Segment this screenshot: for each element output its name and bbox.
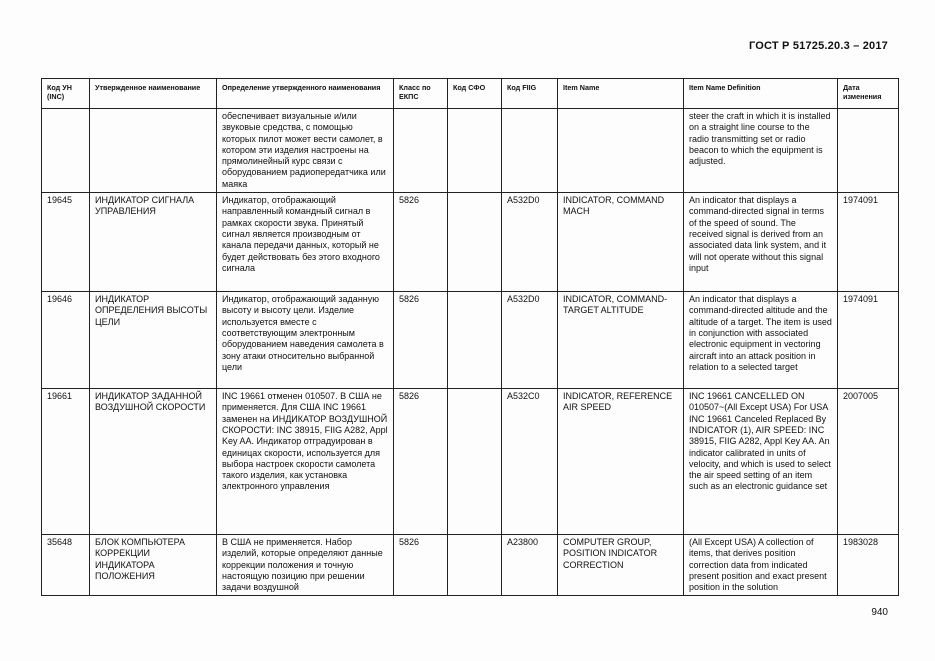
col-header-item-definition: Item Name Definition [684,79,838,109]
page-number: 940 [871,607,888,618]
cell-fiig: A532D0 [502,193,558,292]
cell-def-ru: INC 19661 отменен 010507. В США не применяется. Для США INC 19661 заменен на ИНДИКАТОР ВОЗДУШНОЙ СКОРОСТИ: INC 38915, FIIG A282, Appl Key AA. Индикатор отградуирован в единицах скорости, используется для выбора настроек скорости самолета такого изделия, как установка электронного управления [217,389,394,535]
cell-def-ru [217,535,394,596]
cell-name-ru [90,109,217,193]
cell-item-name: INDICATOR, COMMAND MACH [558,193,684,292]
col-header-sfo: Код СФО [448,79,502,109]
cell-def-ru-text: В США не применяется. Набор изделий, которые определяют данные коррекции положения и точную настоящую позицию при решении задачи воздушной [222,537,383,593]
cell-fiig: A23800 [502,535,558,596]
cell-ekps: 5826 [394,389,448,535]
table-row [42,535,899,596]
cell-fiig: A532D0 [502,292,558,389]
cell-sfo [448,292,502,389]
cell-date [838,109,899,193]
cell-def-ru: обеспечивает визуальные и/или звуковые средства, с помощью которых пилот может вести самолет, в котором эти изделия настроены на прямолинейный курс связи с оборудованием радиопередатчика или маяка [217,109,394,193]
cell-date: 1974091 [838,193,899,292]
cell-sfo [448,389,502,535]
cell-ekps: 5826 [394,292,448,389]
cell-item-definition [684,535,838,596]
cell-item-definition: An indicator that displays a command-directed signal in terms of the speed of sound. The received signal is derived from an associated data link system, and it will not operate without this signal input [684,193,838,292]
cell-date: 1983028 [838,535,899,596]
col-header-date: Дата изменения [838,79,899,109]
cell-inc [42,109,90,193]
cell-item-name [558,109,684,193]
table-row [42,292,899,389]
cell-name-ru: ИНДИКАТОР СИГНАЛА УПРАВЛЕНИЯ [90,193,217,292]
cell-inc: 19646 [42,292,90,389]
cell-ekps: 5826 [394,535,448,596]
cell-date: 1974091 [838,292,899,389]
cell-def-ru: Индикатор, отображающий заданную высоту и высоту цели. Изделие используется вместе с соответствующим электронным оборудованием наведения самолета в зону атаки относительно выбранной цели [217,292,394,389]
cell-def-ru: Индикатор, отображающий направленный командный сигнал в рамках скорости звука. Принятый сигнал является производным от канала передачи данных, который не будет действовать без этого входного сигнала [217,193,394,292]
document-title: ГОСТ Р 51725.20.3 – 2017 [748,40,888,52]
cell-ekps [394,109,448,193]
cell-fiig [502,109,558,193]
table-row [42,193,899,292]
cell-sfo [448,535,502,596]
cell-inc: 35648 [42,535,90,596]
cell-item-definition-text: (All Except USA) A collection of items, that derives position correction data from indicated present position and exact present position in the solution [689,537,827,593]
cell-item-name: COMPUTER GROUP, POSITION INDICATOR CORRECTION [558,535,684,596]
cell-inc: 19661 [42,389,90,535]
col-header-def-ru: Определение утвержденного наименования [217,79,394,109]
cell-item-name: INDICATOR, COMMAND-TARGET ALTITUDE [558,292,684,389]
cell-name-ru: ИНДИКАТОР ОПРЕДЕЛЕНИЯ ВЫСОТЫ ЦЕЛИ [90,292,217,389]
col-header-name-ru: Утвержденное наименование [90,79,217,109]
cell-inc: 19645 [42,193,90,292]
table-header-row [42,79,899,109]
col-header-inc: Код УН (INC) [42,79,90,109]
cell-item-definition: steer the craft in which it is installed on a straight line course to the radio transmitting set or radio beacon to which the equipment is adjusted. [684,109,838,193]
cell-sfo [448,109,502,193]
cell-name-ru: ИНДИКАТОР ЗАДАННОЙ ВОЗДУШНОЙ СКОРОСТИ [90,389,217,535]
col-header-item-name: Item Name [558,79,684,109]
col-header-fiig: Код FIIG [502,79,558,109]
cell-date: 2007005 [838,389,899,535]
cell-name-ru: БЛОК КОМПЬЮТЕРА КОРРЕКЦИИ ИНДИКАТОРА ПОЛОЖЕНИЯ [90,535,217,596]
col-header-ekps: Класс по ЕКПС [394,79,448,109]
cell-item-definition: INC 19661 CANCELLED ON 010507~(All Except USA) For USA INC 19661 Canceled Replaced By INDICATOR (1), AIR SPEED: INC 38915, FIIG A282, Appl Key AA. An indicator calibrated in units of velocity, and which is used to select the air speed setting of an item such as an electronic guidance set [684,389,838,535]
cell-item-definition: An indicator that displays a command-directed altitude and the altitude of a target. The item is used in conjunction with associated electronic equipment in vectoring aircraft into an attack position in relation to a selected target [684,292,838,389]
cell-fiig: A532C0 [502,389,558,535]
table-row [42,109,899,193]
table-row [42,389,899,535]
cell-ekps: 5826 [394,193,448,292]
cell-sfo [448,193,502,292]
catalog-table [41,78,899,596]
cell-item-name: INDICATOR, REFERENCE AIR SPEED [558,389,684,535]
